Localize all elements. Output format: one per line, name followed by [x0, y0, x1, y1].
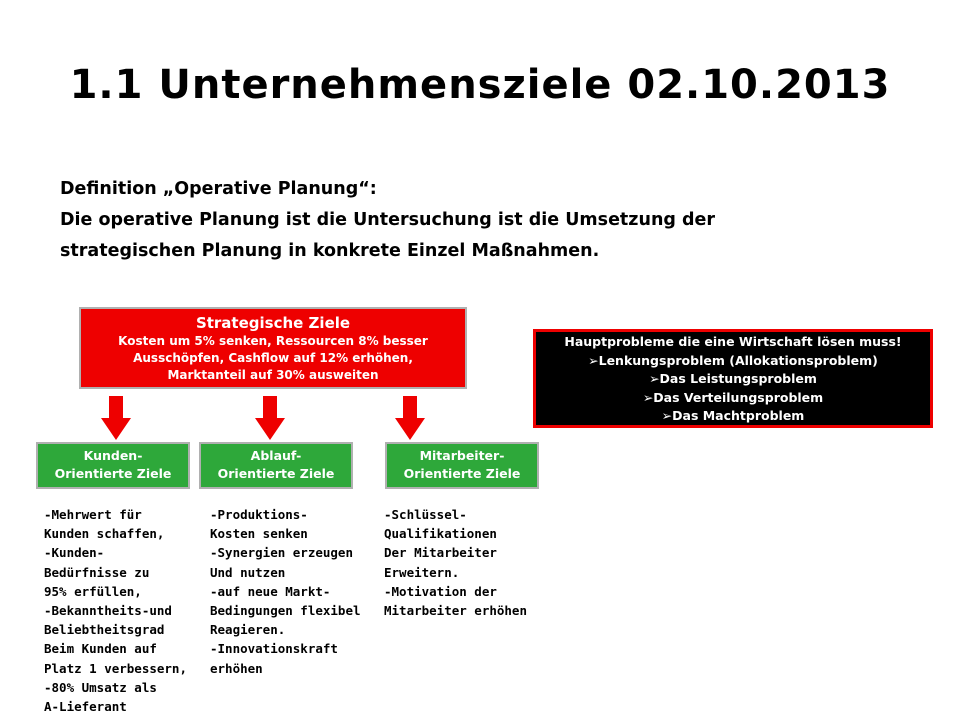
definition-line: Die operative Planung ist die Untersuchung ist die Umsetzung der — [60, 210, 716, 230]
strategic-goals-line: Ausschöpfen, Cashflow auf 12% erhöhen, — [133, 351, 413, 365]
down-arrow-icon — [395, 396, 425, 440]
problem-item: ➢Das Verteilungsproblem — [642, 389, 824, 405]
process-goals-list: -Produktions- Kosten senken -Synergien erzeugen Und nutzen -auf neue Markt- Bedingungen flexibel Reagieren. -Innovationskraft erhöhen — [210, 507, 361, 676]
definition-text — [60, 174, 920, 267]
employee-goals-box: Mitarbeiter- Orientierte Ziele — [385, 442, 539, 489]
main-problems-title: Hauptprobleme die eine Wirtschaft lösen muss! — [564, 334, 902, 349]
problem-item: ➢Das Leistungsproblem — [649, 371, 817, 386]
employee-goals-list: -Schlüssel- Qualifikationen Der Mitarbeiter Erweitern. -Motivation der Mitarbeiter erhöhen — [384, 507, 527, 619]
arrow-bullet-icon: ➢ — [649, 371, 660, 386]
definition-heading: Definition „Operative Planung“: — [60, 179, 377, 199]
problem-item: ➢Das Machtproblem — [661, 408, 805, 423]
customer-goals-list: -Mehrwert für Kunden schaffen, -Kunden- Bedürfnisse zu 95% erfüllen, -Bekanntheits-und Beliebtheitsgrad Beim Kunden auf Platz 1 verbessern, -80% Umsatz als A-Lieferant — [44, 507, 187, 715]
strategic-goals-line: Marktanteil auf 30% ausweiten — [167, 368, 379, 382]
problem-item: ➢Lenkungsproblem (Allokationsproblem) — [588, 352, 878, 368]
arrow-bullet-icon: ➢ — [661, 408, 673, 423]
down-arrow-icon — [101, 396, 131, 440]
process-goals-box: Ablauf- Orientierte Ziele — [199, 442, 353, 489]
strategic-goals-title: Strategische Ziele — [195, 314, 351, 332]
strategic-goals-box — [79, 307, 467, 389]
arrow-bullet-icon: ➢ — [588, 352, 599, 368]
slide-title: 1.1 Unternehmensziele 02.10.2013 — [69, 62, 891, 108]
main-problems-box — [533, 329, 933, 428]
down-arrow-icon — [255, 396, 285, 440]
definition-line: strategischen Planung in konkrete Einzel Maßnahmen. — [60, 241, 600, 261]
strategic-goals-line: Kosten um 5% senken, Ressourcen 8% besser — [118, 334, 428, 348]
arrow-bullet-icon: ➢ — [642, 389, 654, 405]
customer-goals-box: Kunden- Orientierte Ziele — [36, 442, 190, 489]
